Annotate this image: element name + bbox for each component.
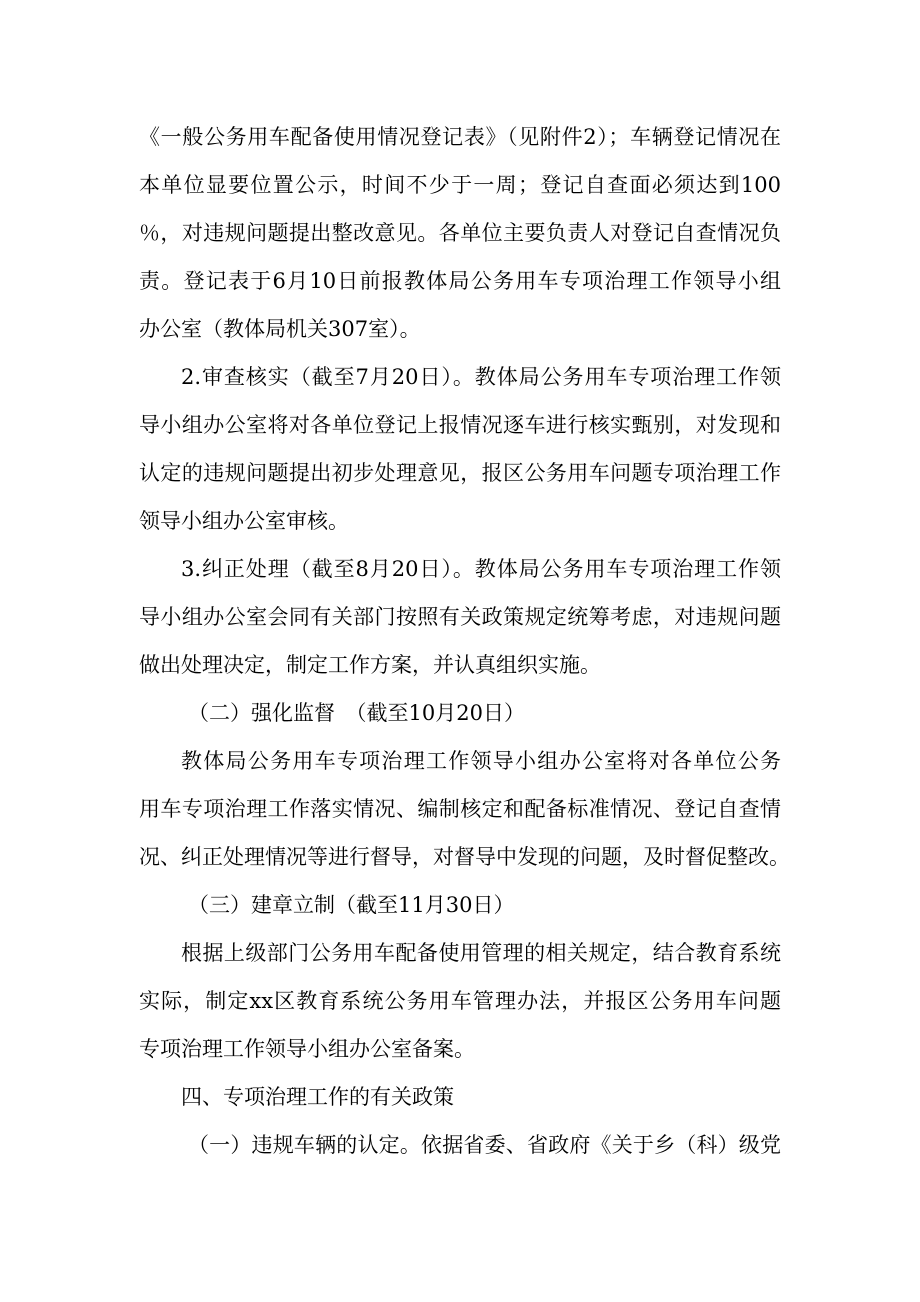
paragraph-line-19: 实际，制定xx区教育系统公务用车管理办法，并报区公务用车问题 (139, 989, 781, 1013)
section-heading-supervision: （二）强化监督 （截至10月20日） (188, 701, 525, 725)
paragraph-line-2: 本单位显要位置公示，时间不少于一周；登记自查面必须达到100 (139, 173, 781, 197)
paragraph-line-18: 根据上级部门公务用车配备使用管理的相关规定，结合教育系统 (181, 941, 781, 965)
section-heading-regulations: （三）建章立制（截至11月30日） (188, 893, 515, 917)
paragraph-line-22: （一）违规车辆的认定。依据省委、省政府《关于乡（科）级党 (188, 1133, 781, 1157)
paragraph-line-11: 导小组办公室会同有关部门按照有关政策规定统筹考虑，对违规问题 (139, 605, 781, 629)
paragraph-line-20: 专项治理工作领导小组办公室备案。 (139, 1037, 475, 1061)
paragraph-line-1: 《一般公务用车配备使用情况登记表》（见附件2）；车辆登记情况在 (139, 125, 781, 149)
paragraph-line-14: 教体局公务用车专项治理工作领导小组办公室将对各单位公务 (181, 749, 781, 773)
paragraph-line-10: 3.纠正处理（截至8月20日）。教体局公务用车专项治理工作领 (181, 557, 781, 581)
section-heading-policies: 四、专项治理工作的有关政策 (181, 1085, 454, 1109)
paragraph-line-8: 认定的违规问题提出初步处理意见，报区公务用车问题专项治理工作 (139, 461, 781, 485)
paragraph-line-15: 用车专项治理工作落实情况、编制核定和配备标准情况、登记自查情 (139, 797, 781, 821)
paragraph-line-4: 责。登记表于6月10日前报教体局公务用车专项治理工作领导小组 (139, 269, 781, 293)
paragraph-line-5: 办公室（教体局机关307室）。 (139, 317, 421, 341)
paragraph-line-16: 况、纠正处理情况等进行督导，对督导中发现的问题，及时督促整改。 (139, 845, 790, 869)
paragraph-line-9: 领导小组办公室审核。 (139, 509, 349, 533)
paragraph-line-12: 做出处理决定，制定工作方案，并认真组织实施。 (139, 653, 601, 677)
paragraph-line-7: 导小组办公室将对各单位登记上报情况逐车进行核实甄别，对发现和 (139, 413, 781, 437)
paragraph-line-3: ％，对违规问题提出整改意见。各单位主要负责人对登记自查情况负 (139, 221, 781, 245)
paragraph-line-6: 2.审查核实（截至7月20日）。教体局公务用车专项治理工作领 (181, 365, 781, 389)
